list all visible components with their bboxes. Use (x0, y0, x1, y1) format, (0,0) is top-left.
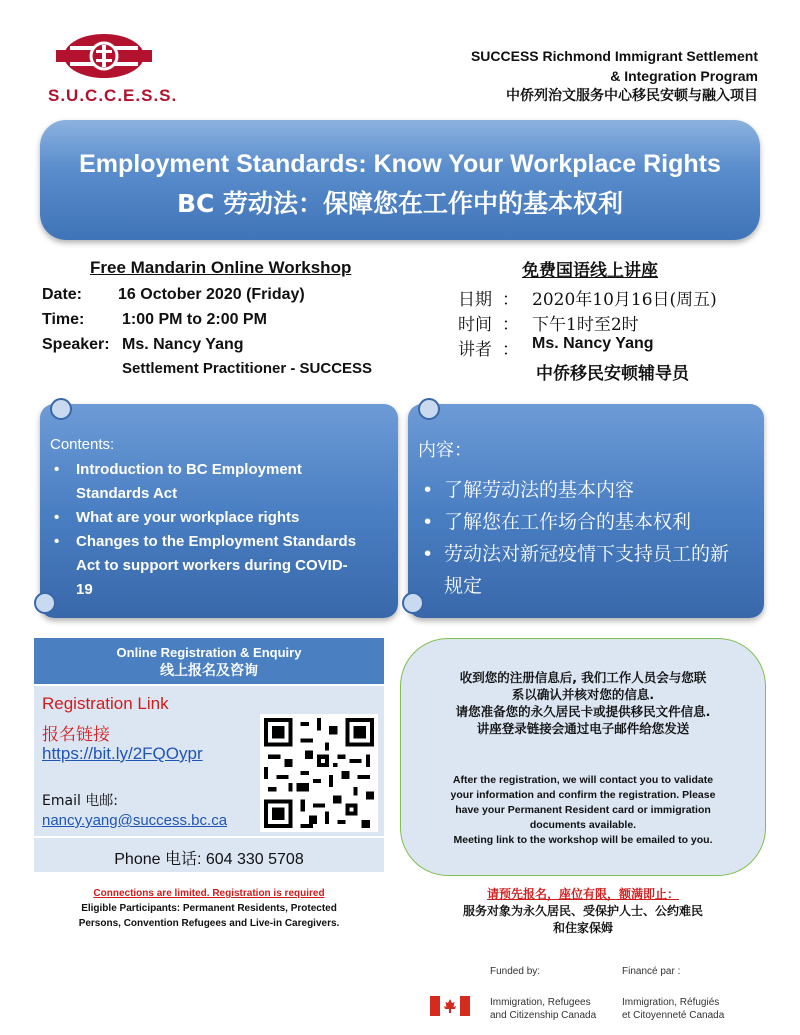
registration-header-en: Online Registration & Enquiry (116, 645, 302, 660)
funded-by-fr: Financé par : (622, 966, 681, 977)
program-header (471, 46, 758, 106)
phone-number: Phone 电话: 604 330 5708 (34, 838, 384, 872)
canada-flag-icon (430, 996, 470, 1016)
contents-zh-list (418, 474, 738, 602)
logo-text: S.U.C.C.E.S.S. (48, 86, 178, 105)
ircc-en (490, 996, 596, 1022)
registration-link-label-en: Registration Link (42, 694, 169, 713)
list-item: • 劳动法对新冠疫情下支持员工的新规定 (418, 538, 738, 602)
ircc-fr-line-2: et Citoyenneté Canada (622, 1010, 725, 1021)
qr-code-icon[interactable] (260, 714, 378, 832)
title-zh: BC 劳动法：保障您在工作中的基本权利 (176, 189, 624, 218)
list-item: • 了解劳动法的基本内容 (418, 474, 738, 506)
notice-zh-line-1: 收到您的注册信息后, 我们工作人员会与您联 (459, 670, 707, 685)
speaker-value: Ms. Nancy Yang (122, 336, 244, 353)
scroll-curl-icon (50, 398, 72, 420)
notice-zh (401, 669, 765, 737)
email-label: Email 电邮: (42, 793, 119, 809)
eligibility-zh-line-2: 和住家保姆 (552, 921, 613, 935)
time-colon-zh: ： (502, 315, 519, 335)
funded-by-en: Funded by: (490, 966, 541, 977)
speaker-label-zh: 讲者 (458, 340, 492, 360)
eligibility-zh-line-1: 服务对象为永久居民、受保护人士、公约难民 (462, 904, 703, 918)
date-value-zh: 2020年10月16日(周五) (532, 290, 717, 310)
notice-zh-line-4: 讲座登录链接会通过电子邮件给您发送 (476, 721, 690, 736)
notice-zh-line-3: 请您准备您的永久居民卡或提供移民文件信息. (455, 704, 711, 719)
eligibility-en-line-2: Persons, Convention Refugees and Live-in Caregivers. (78, 918, 340, 929)
registration-link[interactable]: https://bit.ly/2FQOypr (42, 744, 203, 763)
program-line-zh: 中侨列治文服务中心移民安顿与融入项目 (506, 88, 758, 104)
speaker-value-zh: Ms. Nancy Yang (532, 335, 654, 352)
time-value: 1:00 PM to 2:00 PM (122, 311, 267, 328)
speaker-title-zh: 中侨移民安顿辅导员 (536, 364, 689, 384)
time-label: Time: (42, 311, 85, 328)
time-label-zh: 时间 (458, 315, 492, 335)
notice-en-line-2: your information and confirm the registration. Please (450, 789, 716, 801)
ircc-en-line-1: Immigration, Refugees (490, 997, 591, 1008)
title-banner (40, 120, 760, 240)
date-colon-zh: ： (502, 290, 519, 310)
speaker-label: Speaker: (42, 336, 110, 353)
warning-en: Connections are limited. Registration is required (93, 888, 325, 899)
notice-en (401, 773, 765, 848)
date-label-zh: 日期 (458, 290, 492, 310)
notice-en-line-3: have your Permanent Resident card or immigration (455, 804, 711, 816)
registration-body (34, 686, 384, 836)
ircc-fr (622, 996, 724, 1022)
notice-box (400, 638, 766, 876)
date-label: Date: (42, 286, 83, 303)
notice-en-line-4: documents available. (529, 819, 637, 831)
registration-link-label-zh: 报名链接 (42, 725, 110, 745)
workshop-heading-zh: 免费国语线上讲座 (522, 261, 658, 281)
contents-en-list (50, 458, 360, 602)
notice-zh-line-2: 系以确认并核对您的信息. (511, 687, 655, 702)
workshop-heading-en: Free Mandarin Online Workshop (90, 258, 352, 277)
date-value: 16 October 2020 (Friday) (118, 286, 305, 303)
eligibility-en-line-1: Eligible Participants: Permanent Residents, Protected (81, 903, 337, 914)
title-en: Employment Standards: Know Your Workplace Rights (79, 150, 721, 178)
notice-en-line-5: Meeting link to the workshop will be emailed to you. (453, 834, 713, 846)
speaker-title: Settlement Practitioner - SUCCESS (122, 360, 373, 377)
ircc-fr-line-1: Immigration, Réfugiés (622, 997, 720, 1008)
program-line-2: & Integration Program (610, 68, 758, 84)
email-link[interactable]: nancy.yang@success.bc.ca (42, 812, 228, 829)
ircc-en-line-2: and Citizenship Canada (490, 1010, 597, 1021)
time-value-zh: 下午1时至2时 (532, 315, 639, 335)
contents-zh-box (408, 404, 764, 618)
contents-en-box (40, 404, 398, 618)
contents-zh-heading: 内容： (418, 440, 472, 461)
warning-zh: 请预先报名，座位有限，额满即止： (486, 887, 679, 901)
program-line-1: SUCCESS Richmond Immigrant Settlement (470, 48, 758, 64)
speaker-colon-zh: ： (502, 340, 519, 360)
registration-header-zh: 线上报名及咨询 (160, 663, 258, 679)
contents-en-heading: Contents: (50, 436, 115, 453)
list-item: • What are your workplace rights (50, 506, 360, 530)
notice-en-line-1: After the registration, we will contact you to validate (452, 774, 714, 786)
list-item: • Introduction to BC Employment Standards Act (50, 458, 360, 506)
eligibility-zh (400, 886, 766, 937)
registration-header (34, 638, 384, 684)
eligibility-en (34, 886, 384, 931)
list-item: • Changes to the Employment Standards Act to support workers during COVID-19 (50, 530, 360, 602)
scroll-curl-icon (418, 398, 440, 420)
list-item: • 了解您在工作场合的基本权利 (418, 506, 738, 538)
